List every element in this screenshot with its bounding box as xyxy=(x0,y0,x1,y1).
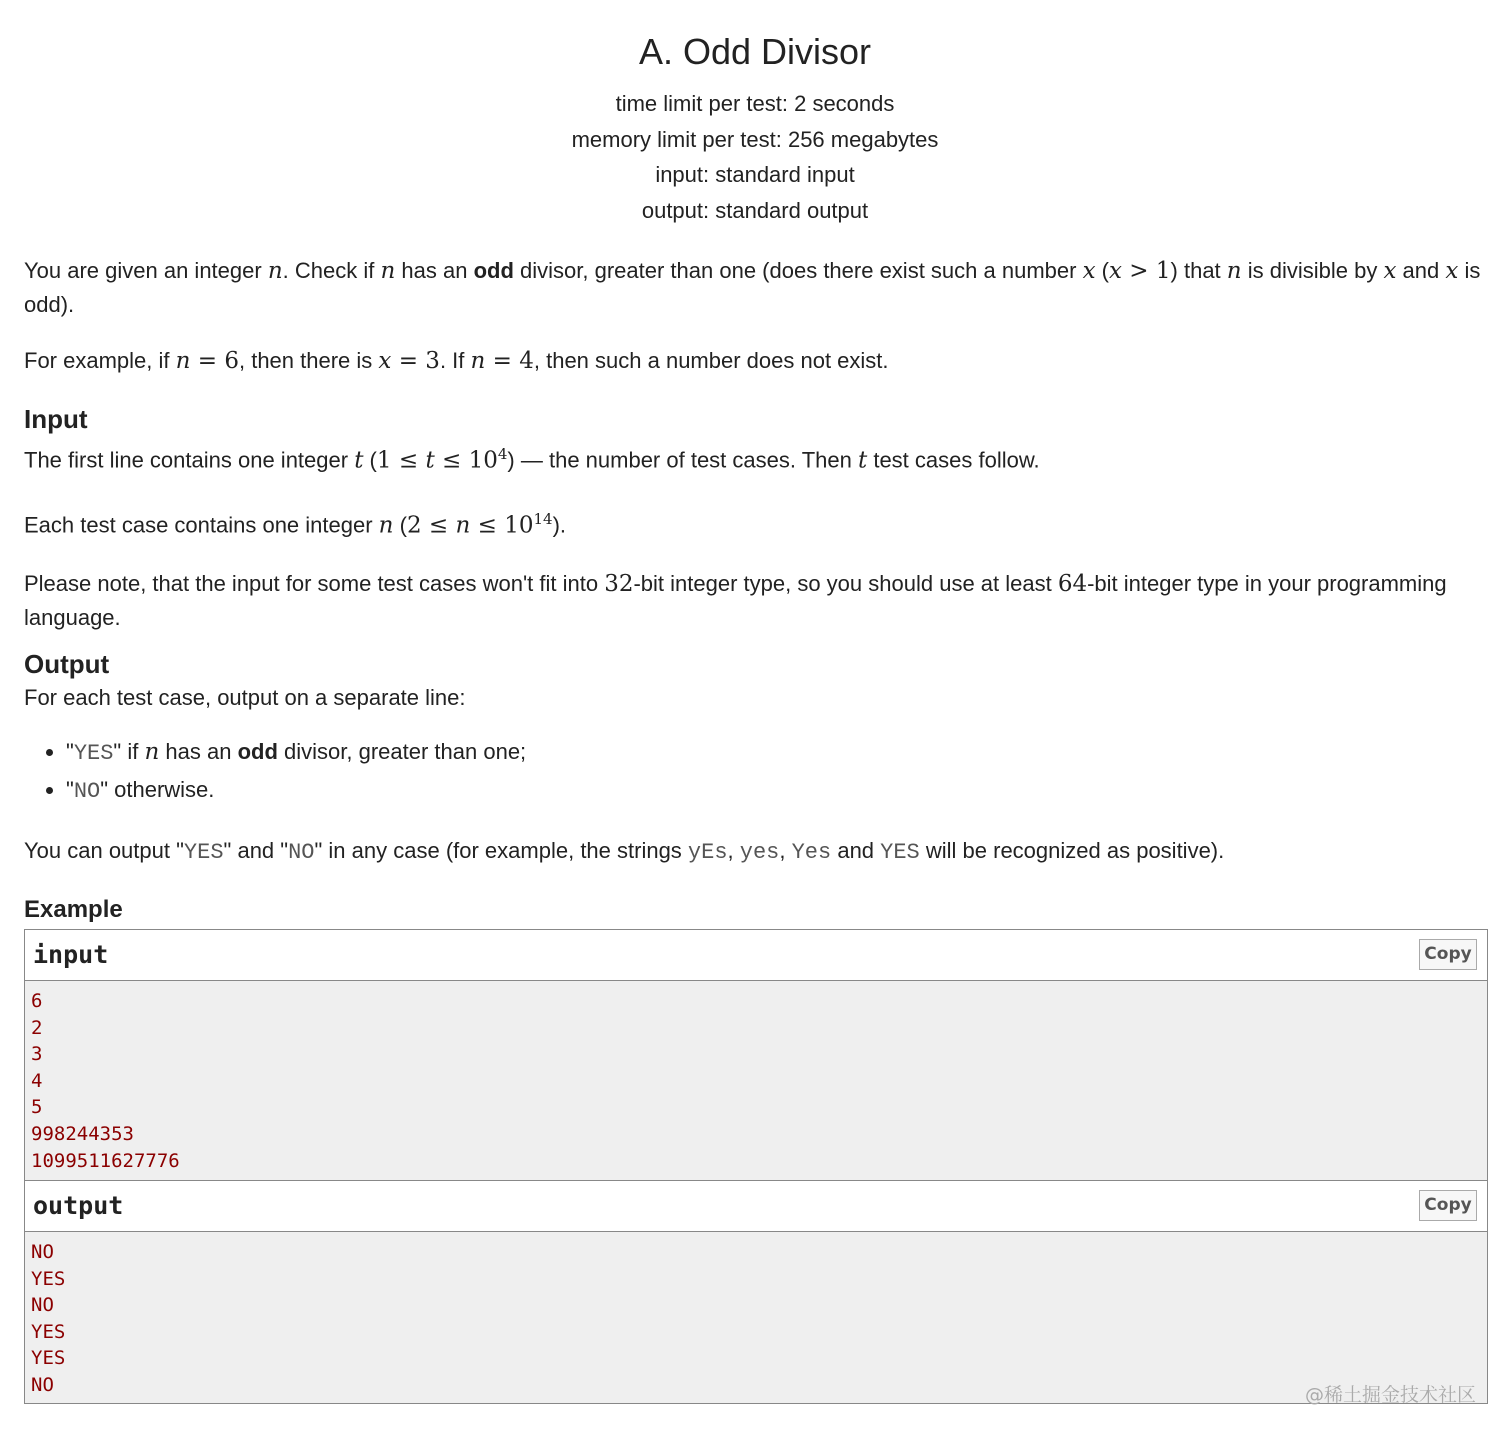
problem-header xyxy=(24,32,1486,228)
memory-limit: memory limit per test: 256 megabytes xyxy=(571,126,939,152)
problem-statement xyxy=(24,0,1486,923)
input-line: 998244353 xyxy=(31,1122,134,1145)
copy-input-button[interactable]: Copy xyxy=(1419,939,1477,970)
input-line: 4 xyxy=(31,1069,43,1092)
input-heading: Input xyxy=(24,404,88,434)
input-specification xyxy=(24,404,1486,634)
list-item: • "YES" if n has an odd divisor, greater than one; xyxy=(66,734,1486,772)
input-paragraph-3: Please note, that the input for some test cases won't fit into 32-bit integer type, so you should use at least 64-bit integer type in your programming language. xyxy=(24,570,1447,630)
statement-paragraph-1: You are given an integer n. Check if n has an odd divisor, greater than one (does there exist such a number x (x > 1) that n is divisible by x and x is odd). xyxy=(24,258,1481,317)
input-type: input: standard input xyxy=(655,162,855,187)
input-paragraph-1: The first line contains one integer t $(1 \le t \le 10^4)$ — the number of test cases. Then t test cases follow. xyxy=(24,445,1040,474)
input-line: 3 xyxy=(31,1043,43,1066)
output-specification xyxy=(24,649,1486,869)
sample-input-label: input xyxy=(33,940,109,969)
output-line: YES xyxy=(31,1320,66,1343)
copy-output-button[interactable]: Copy xyxy=(1419,1190,1477,1221)
sample-output-header xyxy=(25,1181,1487,1232)
example-title: Example xyxy=(24,896,123,923)
output-list xyxy=(24,734,1486,810)
sample-input-content xyxy=(25,981,1487,1180)
problem-title: A. Odd Divisor xyxy=(638,31,872,72)
sample-output-box xyxy=(24,1180,1488,1404)
statement-paragraph-2: For example, if n = 6, then there is x = 3. If n = 4, then such a number does not exist. xyxy=(24,348,889,374)
sample-input-box xyxy=(24,929,1488,1181)
input-line: 2 xyxy=(31,1016,43,1039)
output-line: NO xyxy=(31,1294,54,1317)
output-paragraph-2: You can output "YES" and "NO" in any case (for example, the strings yEs, yes, Yes and YES will be recognized as positive). xyxy=(24,838,1225,865)
sample-output-content xyxy=(25,1232,1487,1403)
legend-section xyxy=(24,254,1486,321)
example-paragraph xyxy=(24,344,1486,378)
input-line: 5 xyxy=(31,1096,43,1119)
sample-output-label: output xyxy=(33,1191,124,1220)
output-line: NO xyxy=(31,1373,54,1396)
input-paragraph-2: Each test case contains one integer n $(2 \le n \le 10^{14})$. xyxy=(24,510,567,539)
sample-input-header xyxy=(25,930,1487,981)
list-item: • "NO" otherwise. xyxy=(66,772,1486,810)
watermark: @稀土掘金技术社区 xyxy=(1304,1384,1476,1406)
input-line: 6 xyxy=(31,990,43,1012)
problem-limits xyxy=(24,86,1486,228)
time-limit: time limit per test: 2 seconds xyxy=(615,91,895,116)
output-paragraph-1: For each test case, output on a separate line: xyxy=(24,685,466,710)
output-heading: Output xyxy=(24,649,110,679)
output-type: output: standard output xyxy=(641,197,869,223)
input-line: 1099511627776 xyxy=(31,1149,180,1172)
output-line: YES xyxy=(31,1347,66,1370)
output-line: YES xyxy=(31,1267,66,1290)
output-line: NO xyxy=(31,1241,54,1263)
